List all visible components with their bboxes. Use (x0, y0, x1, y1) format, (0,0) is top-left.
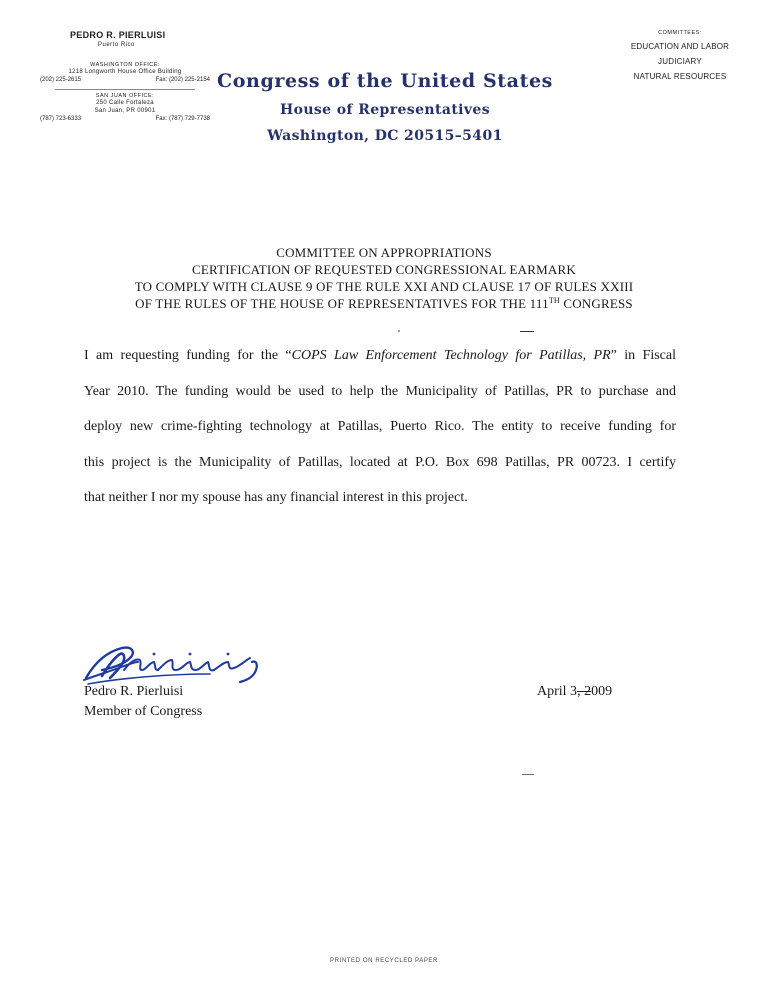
date-strikethrough: , 2 (577, 684, 592, 699)
heading-line: TO COMPLY WITH CLAUSE 9 OF THE RULE XXI AND CLAUSE 17 OF RULES XXIII (134, 279, 634, 294)
committee-item: EDUCATION AND LABOR (630, 42, 730, 51)
document-heading (40, 244, 728, 312)
scan-dash (522, 774, 534, 775)
recycled-paper-notice: PRINTED ON RECYCLED PAPER (330, 958, 438, 964)
committees-block (600, 30, 760, 81)
san-juan-office-street: 250 Calle Fortaleza (96, 100, 154, 106)
paragraph-text: ” in Fiscal (610, 348, 677, 363)
washington-office-label: WASHINGTON OFFICE: (90, 62, 160, 68)
washington-office-contacts (40, 76, 210, 84)
paragraph-line: this project is the Municipality of Patillas, located at P.O. Box 698 Patillas, PR 00723. I certify (84, 454, 676, 470)
handwritten-signature (80, 640, 265, 686)
congress-title: Congress of the United States (217, 70, 553, 92)
house-title: House of Representatives (279, 102, 491, 118)
heading-line: CERTIFICATION OF REQUESTED CONGRESSIONAL EARMARK (192, 262, 576, 277)
letter-date (537, 682, 612, 702)
paragraph-line: deploy new crime-fighting technology at Patillas, Puerto Rico. The entity to receive funding for (84, 419, 676, 434)
washington-office-phone: (202) 225-2615 (40, 77, 82, 83)
member-name: PEDRO R. PIERLUISI (70, 30, 166, 40)
san-juan-office-contacts (40, 115, 210, 123)
heading-line4-end: CONGRESS (559, 296, 633, 311)
washington-office-fax: Fax: (202) 225-2154 (155, 77, 210, 83)
paragraph-line: Year 2010. The funding would be used to help the Municipality of Patillas, PR to purchase and (84, 383, 676, 399)
committee-item: NATURAL RESOURCES (633, 72, 727, 81)
paragraph-line: that neither I nor my spouse has any financial interest in this project. (84, 490, 468, 505)
paragraph-text: I am requesting funding for the “ (84, 348, 292, 363)
san-juan-office-city: San Juan, PR 00901 (94, 108, 156, 114)
member-info-block (40, 30, 210, 123)
date-text: April 3 (537, 684, 578, 699)
san-juan-office-label: SAN JUAN OFFICE: (95, 93, 155, 99)
paragraph-line (84, 338, 676, 374)
heading-line4-text: OF THE RULES OF THE HOUSE OF REPRESENTATIVES FOR THE 111 (135, 296, 549, 311)
san-juan-office-phone: (787) 723-6333 (40, 116, 82, 122)
heading-superscript: TH (548, 296, 560, 305)
washington-office-address: 1218 Longworth House Office Building (68, 69, 182, 75)
scan-mark (398, 330, 400, 332)
member-state: Puerto Rico (98, 42, 135, 48)
certification-paragraph (84, 338, 676, 516)
scan-dash (520, 331, 534, 332)
heading-line: COMMITTEE ON APPROPRIATIONS (276, 245, 492, 260)
date-year: 009 (591, 684, 613, 699)
address-title: Washington, DC 20515–5401 (267, 128, 503, 144)
signatory-block (84, 682, 202, 722)
committees-label: COMMITTEES: (658, 30, 702, 36)
project-name: COPS Law Enforcement Technology for Patillas, PR (291, 348, 611, 363)
san-juan-office-fax: Fax: (787) 729-7738 (155, 116, 210, 122)
signatory-title: Member of Congress (84, 704, 203, 719)
signatory-name: Pedro R. Pierluisi (84, 684, 184, 699)
office-divider (55, 89, 195, 90)
heading-line (40, 295, 728, 312)
committee-item: JUDICIARY (658, 57, 702, 66)
letterhead-title (215, 70, 555, 144)
